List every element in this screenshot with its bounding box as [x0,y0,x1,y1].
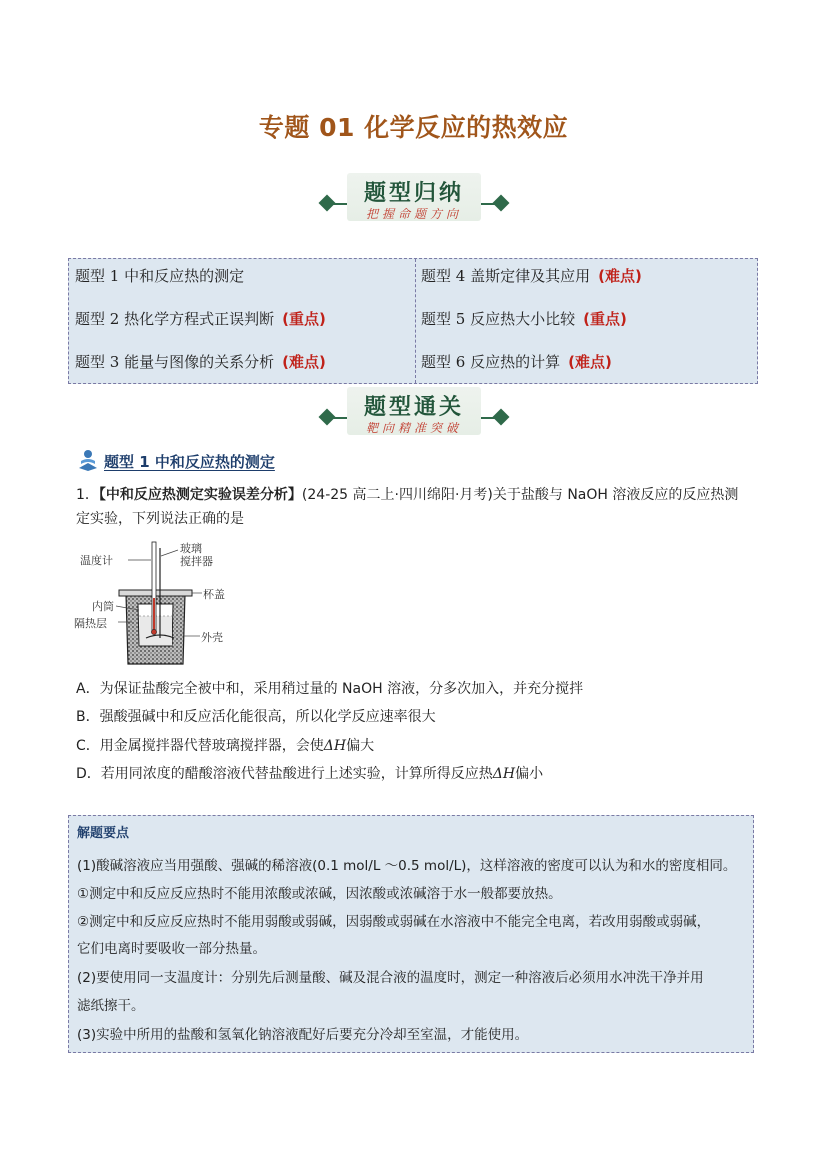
option-label: D． [76,766,101,782]
label-insulation: 隔热层 [74,617,107,630]
tips-line: (3)实验中所用的盐酸和氢氧化钠溶液配好后要充分冷却至室温，才能使用。 [77,1027,529,1043]
question-source: (24-25 高二上·四川绵阳·月考)关于盐酸与 NaOH 溶液反应的反应热测 [301,487,739,503]
option-b[interactable] [76,706,436,726]
type-number: 1 [109,267,120,285]
type-tag: (难点) [282,353,326,371]
label-lid: 杯盖 [203,588,225,601]
type-item-4[interactable] [421,265,642,286]
tips-line: ①测定中和反应反应热时不能用浓酸或浓碱，因浓酸或浓碱溶于水一般都要放热。 [77,886,562,902]
type-tag: (重点) [583,310,627,328]
banner-title: 题型归纳 [363,181,464,206]
question-type-grid [68,258,758,384]
type-prefix: 题型 [421,267,452,285]
option-text: 用金属搅拌器代替玻璃搅拌器，会使 [99,738,324,754]
question-line-1 [76,483,756,507]
option-label: B． [76,709,100,725]
type-number: 2 [109,310,120,328]
type-prefix: 题型 [75,267,106,285]
calorimeter-diagram [74,538,238,668]
type-item-6[interactable] [421,351,612,372]
type-name: 能量与图像的关系分析 [124,353,275,371]
page-title: 专题 01 化学反应的热效应 [258,113,569,142]
type-name: 热化学方程式正误判断 [124,310,275,328]
type-item-1[interactable] [75,265,244,286]
label-thermometer: 温度计 [80,554,113,567]
label-inner-cup: 内筒 [92,600,114,613]
type-tag: (难点) [568,353,612,371]
tips-line: ②测定中和反应反应热时不能用弱酸或弱碱，因弱酸或弱碱在水溶液中不能完全电离，若改用弱酸或弱碱， [77,914,711,930]
banner-title: 题型通关 [363,395,464,420]
banner-box [347,387,481,435]
option-c[interactable] [76,735,374,755]
option-text: 若用同浓度的醋酸溶液代替盐酸进行上述实验，计算所得反应热 [100,766,493,782]
option-a[interactable] [76,678,583,698]
question-topic: 【中和反应热测定实验误差分析】 [98,487,302,503]
type-name: 反应热的计算 [470,353,561,371]
delta-h-symbol: ΔH [323,738,347,754]
banner-subtitle: 靶向精准突破 [365,421,462,435]
option-text: 为保证盐酸完全被中和，采用稍过量的 NaOH 溶液，分多次加入，并充分搅拌 [99,681,584,697]
diamond-left-icon [319,409,336,426]
diamond-left-icon [319,195,336,212]
type-prefix: 题型 [421,310,452,328]
label-stirrer-1: 玻璃 [180,542,202,555]
section-heading-text: 题型 1 中和反应热的测定 [104,453,275,471]
section-banner-practice [317,387,511,437]
type-number: 4 [455,267,466,285]
study-person-icon [76,448,100,472]
solution-tips-box [68,815,754,1053]
type-item-3[interactable] [75,351,326,372]
banner-box [347,173,481,221]
option-text-end: 偏小 [515,766,544,782]
type-prefix: 题型 [75,353,106,371]
type-tag: (难点) [598,267,642,285]
option-text-end: 偏大 [346,738,375,754]
banner-subtitle: 把握命题方向 [365,207,462,221]
diamond-right-icon [493,409,510,426]
option-label: A． [76,681,100,697]
tips-line: (1)酸碱溶液应当用强酸、强碱的稀溶液(0.1 mol/L ～0.5 mol/L)，这样溶液的密度可以认为和水的密度相同。 [77,858,737,874]
type-item-2[interactable] [75,308,326,329]
option-d[interactable] [76,763,543,783]
type-name: 反应热大小比较 [470,310,576,328]
type-prefix: 题型 [75,310,106,328]
grid-divider [415,259,416,383]
type-item-5[interactable] [421,308,627,329]
option-label: C． [76,738,100,754]
type-number: 3 [109,353,120,371]
section-banner-summary [317,173,511,223]
label-shell: 外壳 [201,631,223,644]
option-text: 强酸强碱中和反应活化能很高，所以化学反应速率很大 [99,709,436,725]
tips-line: 它们电离时要吸收一部分热量。 [77,941,266,957]
tips-title: 解题要点 [77,826,130,841]
type-tag: (重点) [282,310,326,328]
type-name: 盖斯定律及其应用 [470,267,591,285]
question-stem [76,483,756,531]
tips-line: 滤纸擦干。 [77,998,145,1014]
type-prefix: 题型 [421,353,452,371]
question-line-2: 定实验，下列说法正确的是 [76,511,244,527]
type-name: 中和反应热的测定 [124,267,245,285]
tips-line: (2)要使用同一支温度计：分别先后测量酸、碱及混合液的温度时，测定一种溶液后必须用水冲洗干净并用 [77,970,704,986]
label-stirrer-2: 搅拌器 [180,555,213,568]
question-number: 1． [76,487,99,503]
type-number: 6 [455,353,466,371]
diamond-right-icon [493,195,510,212]
delta-h-symbol: ΔH [492,766,516,782]
type-number: 5 [455,310,466,328]
